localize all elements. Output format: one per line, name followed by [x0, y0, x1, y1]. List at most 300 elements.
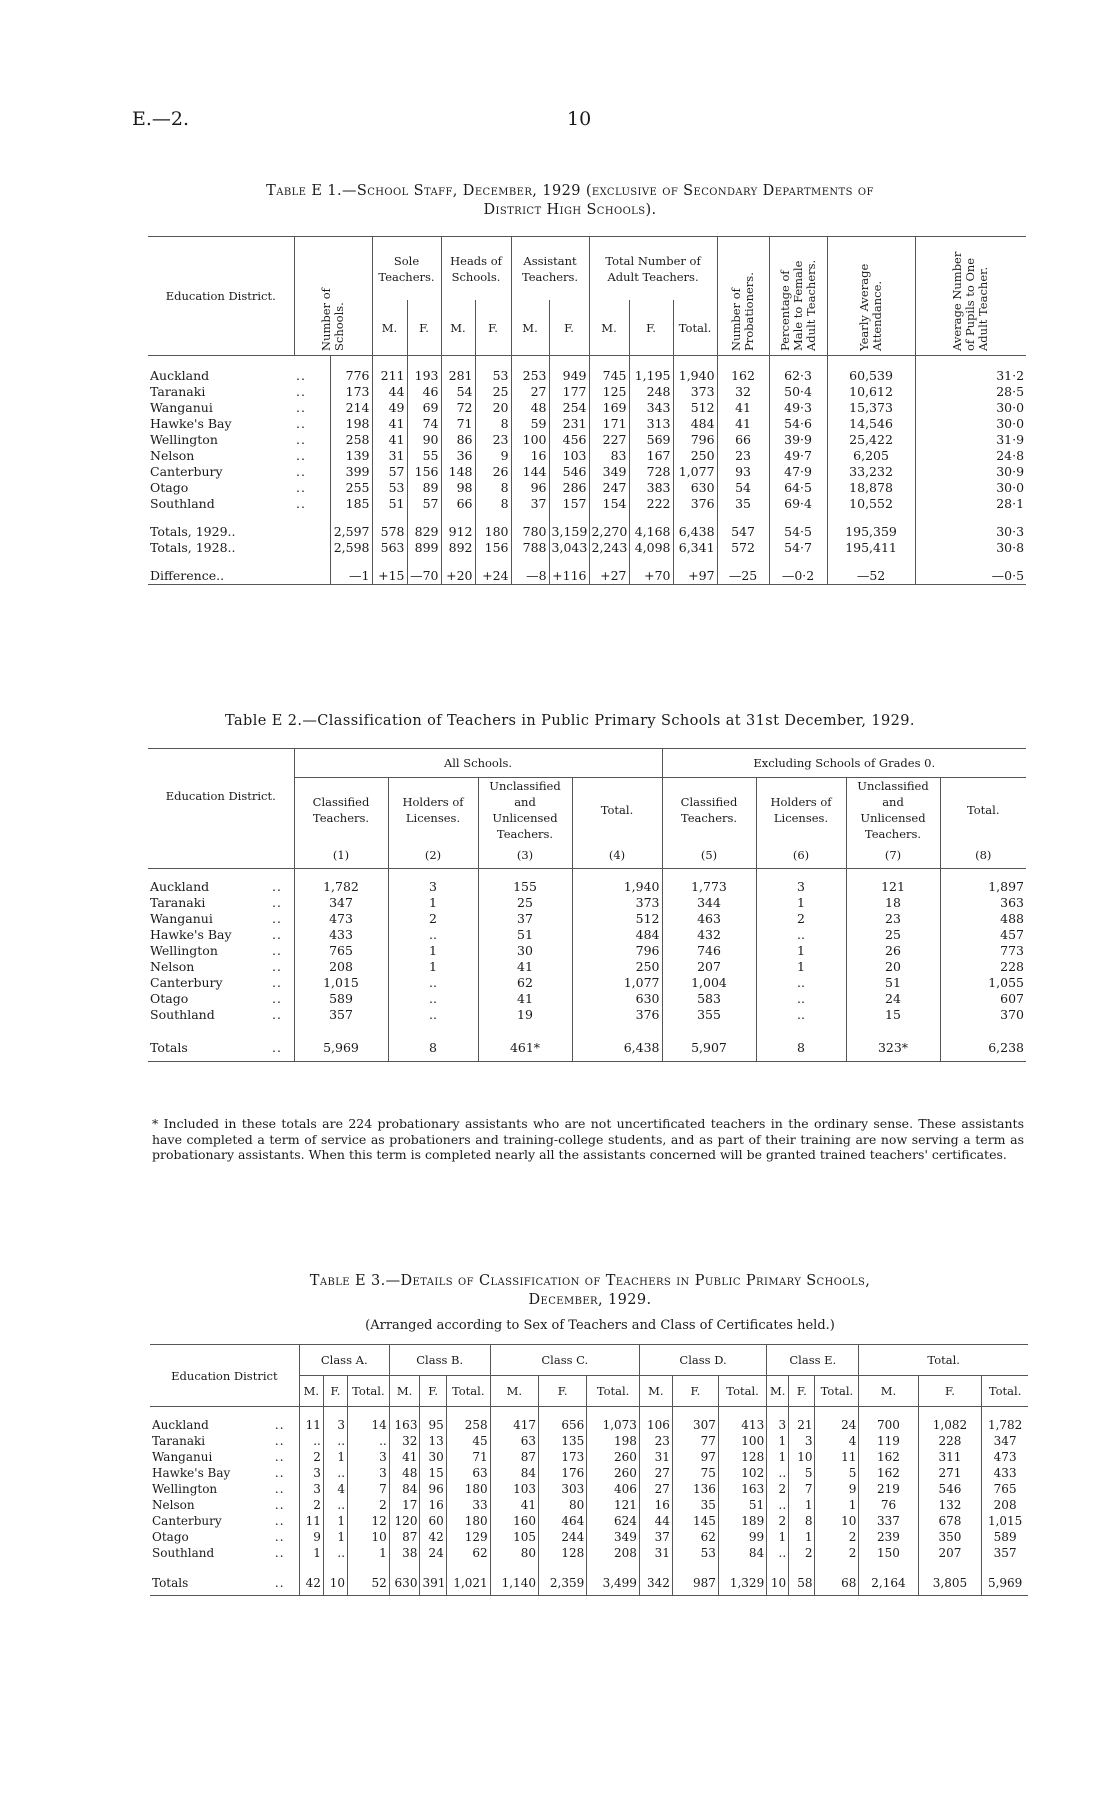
cell-value: 83: [589, 448, 629, 464]
t2-group-all: All Schools.: [294, 749, 662, 778]
cell-value: 2: [815, 1545, 859, 1561]
cell-value: 949: [549, 368, 589, 384]
cell-value: 260: [587, 1449, 640, 1465]
cell-value: 745: [589, 368, 629, 384]
cell-value: 373: [673, 384, 717, 400]
cell-value: 23: [717, 448, 769, 464]
cell-value: 1: [767, 1433, 789, 1449]
table1-title-line1: Table E 1.—School Staff, December, 1929 (exclusive of Secondary Departments of: [266, 183, 874, 199]
cell-value: 39·9: [769, 432, 827, 448]
cell-value: 87: [389, 1529, 420, 1545]
cell-value: 9: [299, 1529, 323, 1545]
cell-value: 11: [299, 1417, 323, 1433]
t1-sub-m: M.: [511, 300, 549, 355]
cell-value: 11: [299, 1513, 323, 1529]
cell-value: +97: [673, 568, 717, 585]
cell-value: 41: [389, 1449, 420, 1465]
cell-value: 72: [441, 400, 475, 416]
cell-value: 180: [446, 1513, 490, 1529]
t1-sub-m: M.: [589, 300, 629, 355]
cell-value: 45: [446, 1433, 490, 1449]
t1-sub-m: M.: [441, 300, 475, 355]
cell-value: 8: [475, 480, 511, 496]
t1-sub-total: Total.: [673, 300, 717, 355]
cell-value: 563: [372, 540, 407, 556]
cell-value: 1: [767, 1449, 789, 1465]
cell-value: 456: [549, 432, 589, 448]
leader-dots: ..: [296, 384, 306, 399]
t1-sub-m: M.: [372, 300, 407, 355]
cell-value: 49: [372, 400, 407, 416]
cell-value: 3,159: [549, 524, 589, 540]
cell-value: 120: [389, 1513, 420, 1529]
cell-value: 406: [587, 1481, 640, 1497]
leader-dots: ..: [274, 1434, 285, 1448]
cell-value: 54: [441, 384, 475, 400]
totals-row: [150, 1571, 1028, 1596]
table-row: [148, 943, 1026, 959]
district-name: Otago: [150, 991, 189, 1006]
t3-class-total: Total.: [859, 1345, 1028, 1376]
cell-value: 1,055: [940, 975, 1026, 991]
cell-value: 391: [420, 1571, 446, 1596]
cell-value: 250: [572, 959, 662, 975]
district-name: Nelson: [150, 959, 195, 974]
table3-details: [150, 1344, 1028, 1596]
cell-value: 1,015: [294, 975, 388, 991]
cell-value: 1,021: [446, 1571, 490, 1596]
cell-value: 27: [639, 1481, 672, 1497]
cell-value: 19: [478, 1007, 572, 1023]
cell-value: 899: [407, 540, 441, 556]
cell-value: 156: [407, 464, 441, 480]
cell-value: 461*: [478, 1035, 572, 1062]
cell-value: 54: [717, 480, 769, 496]
cell-value: 180: [446, 1481, 490, 1497]
cell-value: 60: [420, 1513, 446, 1529]
cell-value: 76: [859, 1497, 918, 1513]
district-name: Difference..: [150, 568, 225, 583]
table-row: [148, 384, 1026, 400]
cell-value: 62: [478, 975, 572, 991]
cell-value: 457: [940, 927, 1026, 943]
cell-value: 62: [672, 1529, 718, 1545]
cell-value: 796: [673, 432, 717, 448]
cell-value: 2: [815, 1529, 859, 1545]
t3-class-e: Class E.: [767, 1345, 859, 1376]
cell-value: 24: [815, 1417, 859, 1433]
cell-value: 84: [389, 1481, 420, 1497]
leader-dots: [294, 540, 330, 556]
cell-value: 36: [441, 448, 475, 464]
t1-col-attendance: Yearly Average Attendance.: [827, 237, 915, 356]
cell-value: 1,073: [587, 1417, 640, 1433]
cell-value: 173: [538, 1449, 586, 1465]
cell-value: 630: [673, 480, 717, 496]
cell-value: 432: [662, 927, 756, 943]
t2-col-holders: Holders of Licenses.: [388, 778, 478, 843]
cell-value: 765: [294, 943, 388, 959]
cell-value: 51: [718, 1497, 766, 1513]
leader-dots: ..: [272, 911, 282, 926]
cell-value: —8: [511, 568, 549, 585]
cell-value: 303: [538, 1481, 586, 1497]
cell-value: 53: [372, 480, 407, 496]
cell-value: 776: [330, 368, 372, 384]
cell-value: 28·5: [915, 384, 1026, 400]
district-name: Hawke's Bay: [152, 1466, 231, 1480]
cell-value: 892: [441, 540, 475, 556]
cell-value: 473: [294, 911, 388, 927]
cell-value: ..: [756, 991, 846, 1007]
leader-dots: ..: [296, 496, 306, 511]
cell-value: 1: [299, 1545, 323, 1561]
cell-value: 44: [372, 384, 407, 400]
table1-title-line2: District High Schools).: [483, 202, 657, 218]
cell-value: 357: [982, 1545, 1028, 1561]
cell-value: 347: [982, 1433, 1028, 1449]
cell-value: 6,341: [673, 540, 717, 556]
cell-value: 18,878: [827, 480, 915, 496]
cell-value: 463: [662, 911, 756, 927]
cell-value: 3: [348, 1465, 390, 1481]
t2-group-excl: Excluding Schools of Grades 0.: [662, 749, 1026, 778]
cell-value: ..: [348, 1433, 390, 1449]
table-row: [148, 496, 1026, 512]
cell-value: 1: [789, 1529, 815, 1545]
cell-value: 160: [490, 1513, 538, 1529]
t1-sub-f: F.: [475, 300, 511, 355]
cell-value: —25: [717, 568, 769, 585]
cell-value: 8: [756, 1035, 846, 1062]
cell-value: 363: [940, 895, 1026, 911]
cell-value: 47·9: [769, 464, 827, 480]
cell-value: 546: [918, 1481, 982, 1497]
cell-value: —1: [330, 568, 372, 585]
cell-value: 119: [859, 1433, 918, 1449]
cell-value: 208: [294, 959, 388, 975]
cell-value: 71: [446, 1449, 490, 1465]
cell-value: 8: [388, 1035, 478, 1062]
cell-value: 144: [511, 464, 549, 480]
cell-value: 177: [549, 384, 589, 400]
cell-value: 17: [389, 1497, 420, 1513]
t2-col-holders: Holders of Licenses.: [756, 778, 846, 843]
cell-value: 58: [789, 1571, 815, 1596]
table-row: [150, 1545, 1028, 1561]
cell-value: 80: [538, 1497, 586, 1513]
cell-value: +24: [475, 568, 511, 585]
table-row: [148, 895, 1026, 911]
district-name: Totals, 1929..: [150, 524, 236, 539]
cell-value: 3: [323, 1417, 347, 1433]
table-row: [148, 927, 1026, 943]
t1-col-total: Total Number of Adult Teachers.: [589, 237, 717, 301]
sub-header-m: M.: [299, 1376, 323, 1407]
cell-value: 62: [446, 1545, 490, 1561]
cell-value: 50·4: [769, 384, 827, 400]
t1-col-assistant: Assistant Teachers.: [511, 237, 589, 301]
cell-value: 100: [718, 1433, 766, 1449]
cell-value: 62·3: [769, 368, 827, 384]
cell-value: 74: [407, 416, 441, 432]
cell-value: 121: [587, 1497, 640, 1513]
cell-value: 57: [407, 496, 441, 512]
cell-value: 24: [846, 991, 940, 1007]
district-name: Southland: [150, 1007, 215, 1022]
cell-value: 28·1: [915, 496, 1026, 512]
sub-header-m: M.: [639, 1376, 672, 1407]
cell-value: 624: [587, 1513, 640, 1529]
cell-value: 171: [589, 416, 629, 432]
totals-row: [148, 1035, 1026, 1062]
cell-value: —52: [827, 568, 915, 585]
district-name: Nelson: [152, 1498, 195, 1512]
cell-value: 281: [441, 368, 475, 384]
cell-value: 24·8: [915, 448, 1026, 464]
cell-value: 2: [789, 1545, 815, 1561]
cell-value: 219: [859, 1481, 918, 1497]
cell-value: 195,359: [827, 524, 915, 540]
cell-value: 41: [372, 416, 407, 432]
cell-value: 42: [420, 1529, 446, 1545]
cell-value: —70: [407, 568, 441, 585]
cell-value: +20: [441, 568, 475, 585]
cell-value: ..: [756, 927, 846, 943]
cell-value: 60,539: [827, 368, 915, 384]
table-row: [148, 432, 1026, 448]
cell-value: 311: [918, 1449, 982, 1465]
cell-value: 208: [982, 1497, 1028, 1513]
cell-value: 51: [372, 496, 407, 512]
cell-value: 23: [846, 911, 940, 927]
cell-value: 53: [672, 1545, 718, 1561]
cell-value: 42: [299, 1571, 323, 1596]
district-name: Wanganui: [150, 911, 213, 926]
cell-value: 30·0: [915, 480, 1026, 496]
district-name: Canterbury: [150, 464, 223, 479]
cell-value: 10: [767, 1571, 789, 1596]
cell-value: 71: [441, 416, 475, 432]
cell-value: 4,168: [629, 524, 673, 540]
cell-value: 54·6: [769, 416, 827, 432]
cell-value: 546: [549, 464, 589, 480]
cell-value: 1,082: [918, 1417, 982, 1433]
table-row: [150, 1449, 1028, 1465]
cell-value: 2,270: [589, 524, 629, 540]
cell-value: +15: [372, 568, 407, 585]
cell-value: 464: [538, 1513, 586, 1529]
cell-value: 30·0: [915, 400, 1026, 416]
cell-value: 93: [717, 464, 769, 480]
sub-header-total: Total.: [982, 1376, 1028, 1407]
cell-value: 180: [475, 524, 511, 540]
district-name: Wanganui: [152, 1450, 213, 1464]
t1-col-sole: Sole Teachers.: [372, 237, 441, 301]
cell-value: 30·3: [915, 524, 1026, 540]
leader-dots: ..: [296, 464, 306, 479]
cell-value: 30: [420, 1449, 446, 1465]
district-name: Canterbury: [150, 975, 223, 990]
cell-value: 55: [407, 448, 441, 464]
cell-value: 433: [294, 927, 388, 943]
sub-header-f: F.: [323, 1376, 347, 1407]
sub-header-m: M.: [389, 1376, 420, 1407]
cell-value: 25: [846, 927, 940, 943]
cell-value: 4,098: [629, 540, 673, 556]
cell-value: 15,373: [827, 400, 915, 416]
cell-value: 383: [629, 480, 673, 496]
cell-value: 1,140: [490, 1571, 538, 1596]
cell-value: ..: [388, 927, 478, 943]
cell-value: 607: [940, 991, 1026, 1007]
cell-value: 25,422: [827, 432, 915, 448]
cell-value: 162: [859, 1465, 918, 1481]
cell-value: 228: [940, 959, 1026, 975]
cell-value: 342: [639, 1571, 672, 1596]
cell-value: 128: [538, 1545, 586, 1561]
column-number: (7): [846, 842, 940, 869]
cell-value: 54·5: [769, 524, 827, 540]
cell-value: 173: [330, 384, 372, 400]
district-name: Nelson: [150, 448, 195, 463]
district-name: Wellington: [150, 943, 218, 958]
sub-header-f: F.: [918, 1376, 982, 1407]
table-row: [148, 448, 1026, 464]
cell-value: 11: [815, 1449, 859, 1465]
cell-value: 27: [639, 1465, 672, 1481]
sub-header-f: F.: [538, 1376, 586, 1407]
cell-value: 132: [918, 1497, 982, 1513]
cell-value: 49·3: [769, 400, 827, 416]
district-name: Auckland: [150, 879, 210, 894]
cell-value: 59: [511, 416, 549, 432]
cell-value: 2: [299, 1497, 323, 1513]
sub-header-m: M.: [767, 1376, 789, 1407]
cell-value: 1,773: [662, 879, 756, 895]
leader-dots: ..: [274, 1450, 285, 1464]
cell-value: 193: [407, 368, 441, 384]
cell-value: 2: [348, 1497, 390, 1513]
table-row: [150, 1513, 1028, 1529]
column-number: (8): [940, 842, 1026, 869]
table2-title: Table E 2.—Classification of Teachers in Public Primary Schools at 31st December, 1929.: [225, 713, 915, 729]
cell-value: 12: [348, 1513, 390, 1529]
cell-value: 157: [549, 496, 589, 512]
leader-dots: ..: [272, 1007, 282, 1022]
cell-value: ..: [323, 1545, 347, 1561]
leader-dots: ..: [296, 432, 306, 447]
t1-sub-f: F.: [549, 300, 589, 355]
leader-dots: ..: [296, 448, 306, 463]
cell-value: 66: [441, 496, 475, 512]
leader-dots: ..: [296, 368, 306, 383]
cell-value: 1,077: [572, 975, 662, 991]
leader-dots: [294, 524, 330, 540]
t2-col-unclassified: Unclassified and Unlicensed Teachers.: [846, 778, 940, 843]
cell-value: 214: [330, 400, 372, 416]
cell-value: 1,004: [662, 975, 756, 991]
cell-value: 3: [299, 1465, 323, 1481]
cell-value: 572: [717, 540, 769, 556]
cell-value: 69·4: [769, 496, 827, 512]
cell-value: 2,359: [538, 1571, 586, 1596]
cell-value: 2,598: [330, 540, 372, 556]
cell-value: 84: [718, 1545, 766, 1561]
cell-value: 1: [388, 959, 478, 975]
cell-value: 63: [446, 1465, 490, 1481]
cell-value: +27: [589, 568, 629, 585]
cell-value: 154: [589, 496, 629, 512]
table3-title-line1: Table E 3.—Details of Classification of Teachers in Public Primary Schools,: [309, 1273, 871, 1289]
cell-value: 30: [478, 943, 572, 959]
leader-dots: ..: [296, 400, 306, 415]
cell-value: ..: [388, 991, 478, 1007]
cell-value: 488: [940, 911, 1026, 927]
cell-value: 350: [918, 1529, 982, 1545]
table2-footnote: * Included in these totals are 224 probationary assistants who are not uncertificated teachers in the ordinary sense. These assistants have completed a term of service as probationers and training-college students, and as part of their training are now serving a term as probationary assistants. When this term is completed nearly all the assistants concerned will be granted trained teachers' certificates.: [152, 1116, 1024, 1162]
cell-value: 6,438: [673, 524, 717, 540]
cell-value: 337: [859, 1513, 918, 1529]
cell-value: 35: [717, 496, 769, 512]
cell-value: 1: [323, 1449, 347, 1465]
leader-dots: ..: [272, 959, 282, 974]
cell-value: 38: [389, 1545, 420, 1561]
cell-value: 54·7: [769, 540, 827, 556]
cell-value: 121: [846, 879, 940, 895]
table-row: [148, 879, 1026, 895]
sub-header-f: F.: [789, 1376, 815, 1407]
district-name: Taranaki: [150, 384, 206, 399]
cell-value: 3: [388, 879, 478, 895]
cell-value: 41: [372, 432, 407, 448]
cell-value: 1,329: [718, 1571, 766, 1596]
cell-value: 2: [756, 911, 846, 927]
cell-value: 139: [330, 448, 372, 464]
cell-value: 167: [629, 448, 673, 464]
cell-value: 162: [717, 368, 769, 384]
table1-school-staff: [148, 236, 1026, 585]
cell-value: —0·2: [769, 568, 827, 585]
district-name: Taranaki: [150, 895, 206, 910]
cell-value: 700: [859, 1417, 918, 1433]
cell-value: 3: [767, 1417, 789, 1433]
cell-value: 52: [348, 1571, 390, 1596]
cell-value: 211: [372, 368, 407, 384]
t1-sub-f: F.: [407, 300, 441, 355]
cell-value: 370: [940, 1007, 1026, 1023]
cell-value: 1: [767, 1529, 789, 1545]
cell-value: 106: [639, 1417, 672, 1433]
cell-value: 355: [662, 1007, 756, 1023]
table3-subtitle: (Arranged according to Sex of Teachers and Class of Certificates held.): [365, 1318, 835, 1333]
cell-value: +116: [549, 568, 589, 585]
leader-dots: ..: [274, 1418, 285, 1432]
cell-value: 399: [330, 464, 372, 480]
cell-value: 129: [446, 1529, 490, 1545]
cell-value: 31: [372, 448, 407, 464]
cell-value: 14,546: [827, 416, 915, 432]
cell-value: 162: [859, 1449, 918, 1465]
cell-value: 1: [756, 943, 846, 959]
cell-value: 155: [478, 879, 572, 895]
cell-value: 96: [420, 1481, 446, 1497]
district-name: Wanganui: [150, 400, 213, 415]
cell-value: 829: [407, 524, 441, 540]
cell-value: 512: [673, 400, 717, 416]
cell-value: 84: [490, 1465, 538, 1481]
cell-value: 1: [815, 1497, 859, 1513]
